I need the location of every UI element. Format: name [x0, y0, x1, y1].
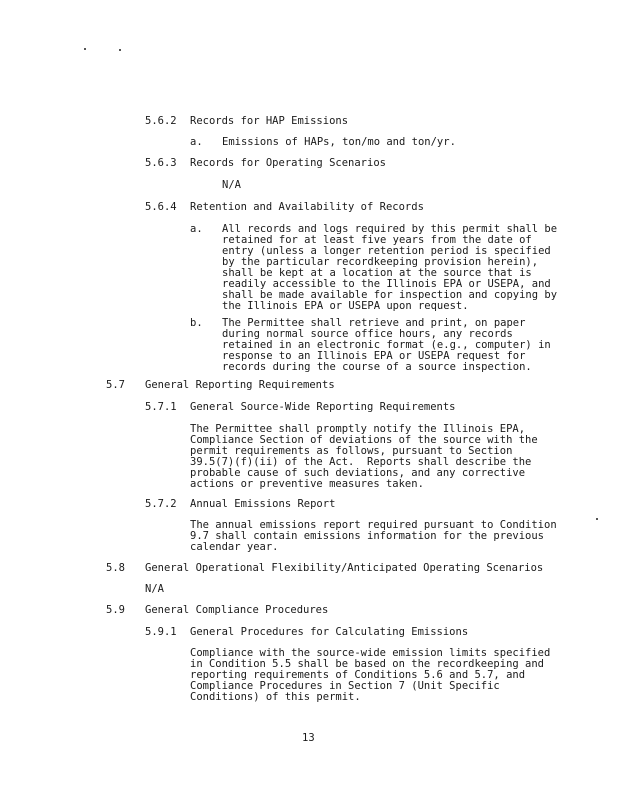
item-text: Emissions of HAPs, ton/mo and ton/yr.	[222, 136, 456, 148]
section-number: 5.7	[106, 379, 125, 391]
scan-speck	[119, 49, 121, 51]
section-number: 5.9	[106, 604, 125, 616]
scan-speck	[596, 518, 598, 520]
item-label: a.	[190, 136, 203, 148]
item-label: b.	[190, 317, 203, 329]
paragraph: The annual emissions report required pursuant to Condition 9.7 shall contain emissions information for the previous calendar year.	[190, 519, 557, 553]
section-number: 5.7.1	[145, 401, 177, 413]
section-title: Retention and Availability of Records	[190, 201, 424, 213]
section-number: 5.8	[106, 562, 125, 574]
section-number: 5.6.4	[145, 201, 177, 213]
paragraph: The Permittee shall promptly notify the Illinois EPA, Compliance Section of deviations of the source with the permit requirements as follows, pursuant to Section 39.5(7)(f)(ii) of the Act. Reports shall describe the probable cause of such deviations, and any corrective actions or preventive measures taken.	[190, 423, 538, 490]
section-title: Records for HAP Emissions	[190, 115, 349, 127]
section-title: General Compliance Procedures	[145, 604, 329, 616]
section-title: General Procedures for Calculating Emissions	[190, 626, 469, 638]
section-title: General Source-Wide Reporting Requirements	[190, 401, 456, 413]
item-text: All records and logs required by this permit shall be retained for at least five years from the date of entry (unless a longer retention period is specified by the particular recordkeeping provision herein), shall be kept at a location at the source that is readily accessible to the Illinois EPA or USEPA, and shall be made available for inspection and copying by the Illinois EPA or USEPA upon request.	[222, 223, 558, 312]
na-text: N/A	[145, 583, 164, 595]
scan-speck	[84, 48, 86, 50]
page-number: 13	[302, 732, 315, 744]
na-text: N/A	[222, 179, 241, 191]
section-number: 5.6.3	[145, 157, 177, 169]
section-number: 5.9.1	[145, 626, 177, 638]
item-label: a.	[190, 223, 203, 235]
section-number: 5.6.2	[145, 115, 177, 127]
section-title: General Operational Flexibility/Anticipated Operating Scenarios	[145, 562, 544, 574]
paragraph: Compliance with the source-wide emission limits specified in Condition 5.5 shall be based on the recordkeeping and reporting requirements of Conditions 5.6 and 5.7, and Compliance Procedures in Section 7 (Unit Specific Conditions) of this permit.	[190, 647, 551, 703]
section-title: Annual Emissions Report	[190, 498, 336, 510]
section-title: Records for Operating Scenarios	[190, 157, 386, 169]
item-text: The Permittee shall retrieve and print, on paper during normal source office hours, any records retained in an electronic format (e.g., computer) in response to an Illinois EPA or USEPA request for records during the course of a source inspection.	[222, 317, 551, 373]
section-title: General Reporting Requirements	[145, 379, 335, 391]
section-number: 5.7.2	[145, 498, 177, 510]
